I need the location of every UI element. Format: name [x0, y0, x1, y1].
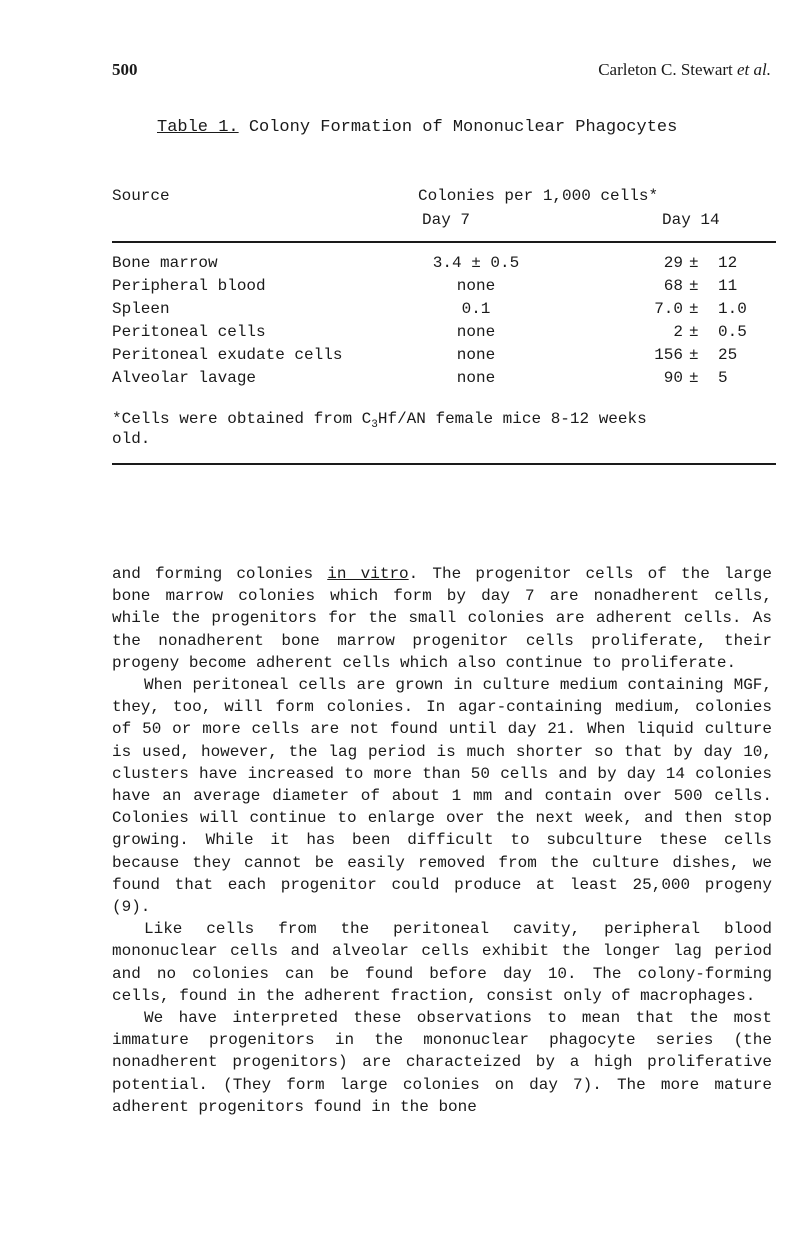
col-header-day7: Day 7 [422, 211, 471, 229]
row-day14-value: 68 [663, 277, 683, 295]
row-day14-value: 29 [663, 254, 683, 272]
row-day14-error: 25 [718, 346, 738, 364]
paragraph-1-start: and forming colonies [112, 565, 328, 583]
paragraph-1 [112, 563, 772, 674]
table-top-rule [112, 241, 776, 243]
row-day7: 3.4 ± 0.5 [432, 254, 520, 272]
row-source: Alveolar lavage [112, 369, 257, 387]
row-day14-value: 2 [673, 323, 683, 341]
row-source: Peritoneal exudate cells [112, 346, 343, 364]
row-source: Bone marrow [112, 254, 218, 272]
row-day14-value: 90 [663, 369, 683, 387]
table-bottom-rule [112, 463, 776, 465]
running-head-author: Carleton C. Stewart [598, 60, 737, 79]
col-header-colonies: Colonies per 1,000 cells* [418, 187, 659, 205]
row-day14-error: 5 [718, 369, 728, 387]
footnote-part-a: *Cells were obtained from C [112, 410, 372, 428]
row-day7: none [456, 277, 496, 295]
row-day14-error: 11 [718, 277, 738, 295]
running-head [598, 60, 771, 80]
row-plus-minus: ± [689, 277, 699, 295]
row-day14-error: 0.5 [718, 323, 747, 341]
paragraph-4: We have interpreted these observations to mean that the most immature progenitors in the mononuclear phagocyte series (the nonadherent progenitors) are characteized by a high proliferative potential. (They form large colonies on day 7). The more mature adherent progenitors found in the bone [112, 1009, 772, 1116]
row-day7: 0.1 [461, 300, 491, 318]
row-plus-minus: ± [689, 346, 699, 364]
row-day14-error: 1.0 [718, 300, 747, 318]
row-plus-minus: ± [689, 369, 699, 387]
table-footnote-continued: old. [112, 430, 151, 448]
col-header-source: Source [112, 187, 170, 205]
row-plus-minus: ± [689, 254, 699, 272]
page-header [112, 60, 771, 84]
row-source: Peritoneal cells [112, 323, 266, 341]
row-plus-minus: ± [689, 323, 699, 341]
col-header-day14: Day 14 [662, 211, 720, 229]
footnote-part-b: Hf/AN female mice 8-12 weeks [377, 410, 647, 428]
body-text [112, 563, 772, 1118]
paragraph-3: Like cells from the peritoneal cavity, peripheral blood mononuclear cells and alveolar cells exhibit the longer lag period and no colonies can be found before day 10. The colony-forming cells, found in the adherent fraction, consist only of macrophages. [112, 920, 772, 1005]
row-plus-minus: ± [689, 300, 699, 318]
row-day7: none [456, 323, 496, 341]
running-head-etal: et al. [737, 60, 771, 79]
row-day7: none [456, 369, 496, 387]
row-day14-error: 12 [718, 254, 738, 272]
row-source: Spleen [112, 300, 170, 318]
page-number: 500 [112, 60, 138, 79]
footnote-subscript: 3 [371, 419, 378, 432]
row-day14-value: 7.0 [654, 300, 683, 318]
table-footnote [112, 409, 647, 435]
in-vitro-term: in vitro [327, 565, 409, 583]
row-day7: none [456, 346, 496, 364]
table-title-text: Colony Formation of Mononuclear Phagocytes [238, 118, 678, 137]
table-title [157, 118, 677, 137]
row-day14-value: 156 [654, 346, 683, 364]
paragraph-2: When peritoneal cells are grown in culture medium containing MGF, they, too, will form colonies. In agar-containing medium, colonies of 50 or more cells are not found until day 21. When liquid culture is used, however, the lag period is much shorter so that by day 10, clusters have increased to more than 50 cells and by day 14 colonies have an average diameter of about 1 mm and contain over 500 cells. Colonies will continue to enlarge over the next week, and then stop growing. While it has been difficult to subculture these cells because they cannot be easily removed from the culture dishes, we found that each progenitor could produce at least 25,000 progeny (9). [112, 676, 772, 917]
row-source: Peripheral blood [112, 277, 266, 295]
paragraph-1-rest: . The progenitor cells of the large bone marrow colonies which form by day 7 are nonadherent cells, while the progenitors for the small colonies are adherent cells. As the nonadherent bone marrow progenitor cells proliferate, their progeny become adherent cells which also continue to proliferate. [112, 565, 773, 672]
table-label: Table 1. [157, 118, 239, 137]
